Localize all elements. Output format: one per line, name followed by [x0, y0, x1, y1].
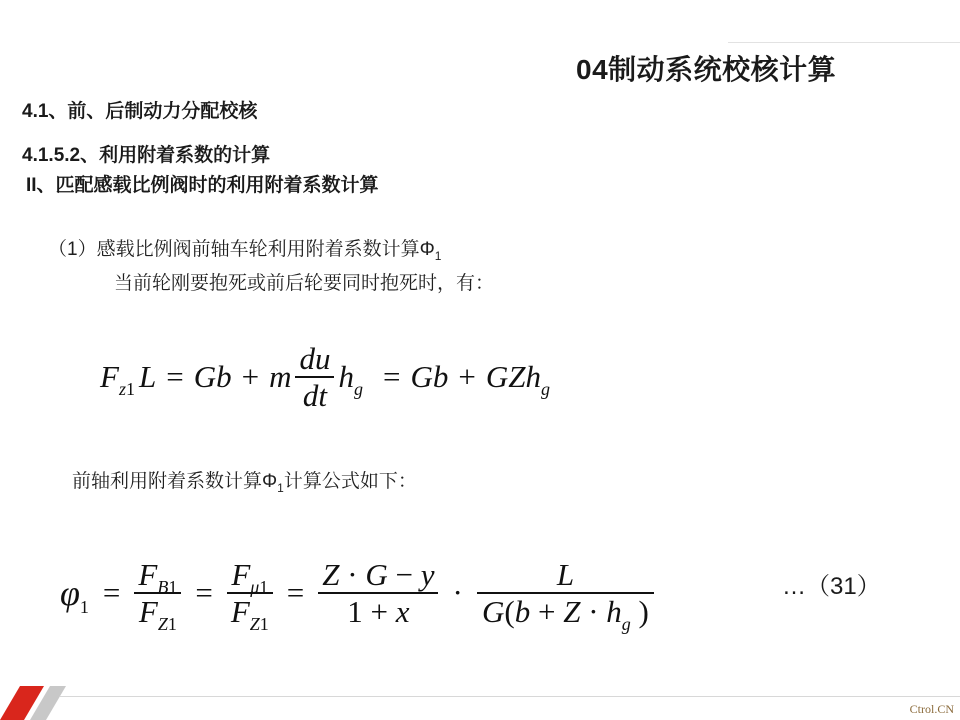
equation-utilization-coefficient: $\varphi_1$ = $\frac{F_{B1}}{F_{Z1}}$ = $\frac{F_{\mu 1}}{F_{Z1}}$ = $\frac{Z \cdot G - y}{1 + x}$ · $\frac{L}{G(b + Z \cdot h_g )}$ [60, 538, 658, 648]
phi-subscript: 1 [434, 249, 442, 263]
footer-stripe-logo [0, 686, 120, 720]
equation-number: …（31） [782, 573, 881, 600]
title-rule [728, 42, 960, 43]
paragraph-front-axle-text: （1）感载比例阀前轴车轮利用附着系数计算Φ [48, 239, 435, 260]
equation-front-axle-load: $F_{z1}$ L = Gb + m $\frac{du}{dt}$ $h_g$ = Gb + GZh$_g$ [100, 340, 550, 413]
slide-title: 04制动系统校核计算 [576, 54, 837, 85]
footer-rule [60, 696, 960, 697]
formula-intro-text: 前轴利用附着系数计算Φ [72, 471, 278, 492]
section-heading-4-1-5-2: 4.1.5.2、利用附着系数的计算 [22, 145, 271, 166]
paragraph-front-axle [48, 234, 441, 261]
section-heading-ii: II、匹配感载比例阀时的利用附着系数计算 [26, 175, 379, 196]
paragraph-formula-intro [72, 466, 417, 493]
paragraph-lock-condition: 当前轮刚要抱死或前后轮要同时抱死时，有： [114, 273, 495, 294]
watermark: Ctrol.CN [909, 702, 954, 716]
phi-subscript-2: 1 [277, 481, 284, 495]
section-heading-4-1: 4.1、前、后制动力分配校核 [22, 101, 258, 122]
formula-intro-text-end: 计算公式如下： [283, 471, 417, 492]
